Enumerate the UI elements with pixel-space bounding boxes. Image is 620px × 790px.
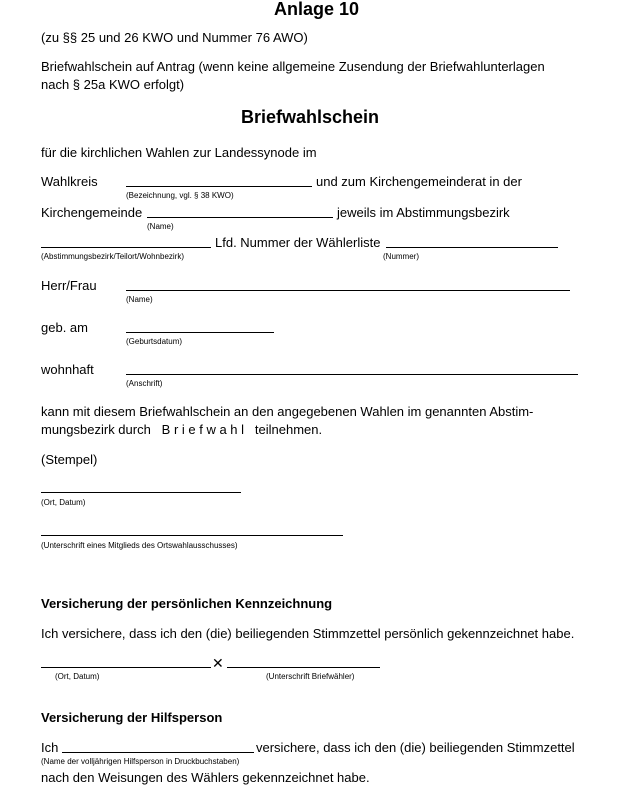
name-caption: (Name): [126, 295, 153, 304]
cross-mark-icon: ✕: [212, 655, 224, 671]
helper-line-2: nach den Weisungen des Wählers gekennzeichnet habe.: [41, 770, 370, 785]
ort-datum-caption: (Ort, Datum): [41, 498, 86, 507]
wahlkreis-label: Wahlkreis: [41, 174, 98, 189]
purpose-text: für die kirchlichen Wahlen zur Landessynode im: [41, 145, 317, 160]
intro-line-2: nach § 25a KWO erfolgt): [41, 77, 185, 92]
birthdate-caption: (Geburtsdatum): [126, 337, 183, 346]
bezirk-caption: (Abstimmungsbezirk/Teilort/Wohnbezirk): [41, 252, 185, 261]
voter-signature-field[interactable]: [227, 667, 380, 668]
nummer-field[interactable]: [386, 247, 558, 248]
gemeinde-label: Kirchengemeinde: [41, 205, 143, 220]
wahlkreis-suffix: und zum Kirchengemeinderat in der: [316, 174, 522, 189]
helper-suffix: versichere, dass ich den (die) beiliegenden Stimmzettel: [256, 740, 575, 755]
stamp-label: (Stempel): [41, 452, 98, 467]
declaration-text: Ich versichere, dass ich den (die) beiliegenden Stimmzettel persönlich gekennzeichnet habe.: [41, 626, 575, 641]
committee-signature-field[interactable]: [41, 535, 343, 536]
helper-heading: Versicherung der Hilfsperson: [41, 710, 223, 725]
legal-reference: (zu §§ 25 und 26 KWO und Nummer 76 AWO): [41, 30, 308, 45]
declaration-ort-field[interactable]: [41, 667, 211, 668]
wahlkreis-field[interactable]: [126, 186, 312, 187]
helper-prefix: Ich: [41, 740, 59, 755]
committee-signature-caption: (Unterschrift eines Mitglieds des Ortswahlausschusses): [41, 541, 238, 550]
lfd-nummer-label: Lfd. Nummer der Wählerliste: [215, 235, 381, 250]
gemeinde-suffix: jeweils im Abstimmungsbezirk: [337, 205, 510, 220]
nummer-caption: (Nummer): [383, 252, 419, 261]
geb-am-label: geb. am: [41, 320, 88, 335]
gemeinde-field[interactable]: [147, 217, 333, 218]
herr-frau-label: Herr/Frau: [41, 278, 97, 293]
address-field[interactable]: [126, 374, 578, 375]
birthdate-field[interactable]: [126, 332, 274, 333]
helper-name-field[interactable]: [62, 752, 254, 753]
declaration-ort-caption: (Ort, Datum): [55, 672, 100, 681]
page-title: Anlage 10: [274, 0, 360, 19]
voter-signature-caption: (Unterschrift Briefwähler): [266, 672, 355, 681]
intro-line-1: Briefwahlschein auf Antrag (wenn keine allgemeine Zusendung der Briefwahlunterlagen: [41, 59, 545, 74]
helper-name-caption: (Name der volljährigen Hilfsperson in Druckbuchstaben): [41, 757, 240, 766]
body-line-2: [41, 423, 322, 436]
address-caption: (Anschrift): [126, 379, 163, 388]
body-line-1: kann mit diesem Briefwahlschein an den angegebenen Wahlen im genannten Abstim-: [41, 404, 534, 419]
declaration-heading: Versicherung der persönlichen Kennzeichnung: [41, 596, 333, 611]
form-heading: Briefwahlschein: [241, 107, 380, 127]
wohnhaft-label: wohnhaft: [41, 362, 94, 377]
name-field[interactable]: [126, 290, 570, 291]
bezirk-field[interactable]: [41, 247, 211, 248]
ort-datum-field[interactable]: [41, 492, 241, 493]
wahlkreis-caption: (Bezeichnung, vgl. § 38 KWO): [126, 191, 234, 200]
gemeinde-caption: (Name): [147, 222, 174, 231]
briefwahl-spaced: B r i e f w a h l: [161, 422, 245, 437]
body-line-2-pre: mungsbezirk durch: [41, 422, 151, 437]
body-line-2-post: teilnehmen.: [254, 422, 323, 437]
